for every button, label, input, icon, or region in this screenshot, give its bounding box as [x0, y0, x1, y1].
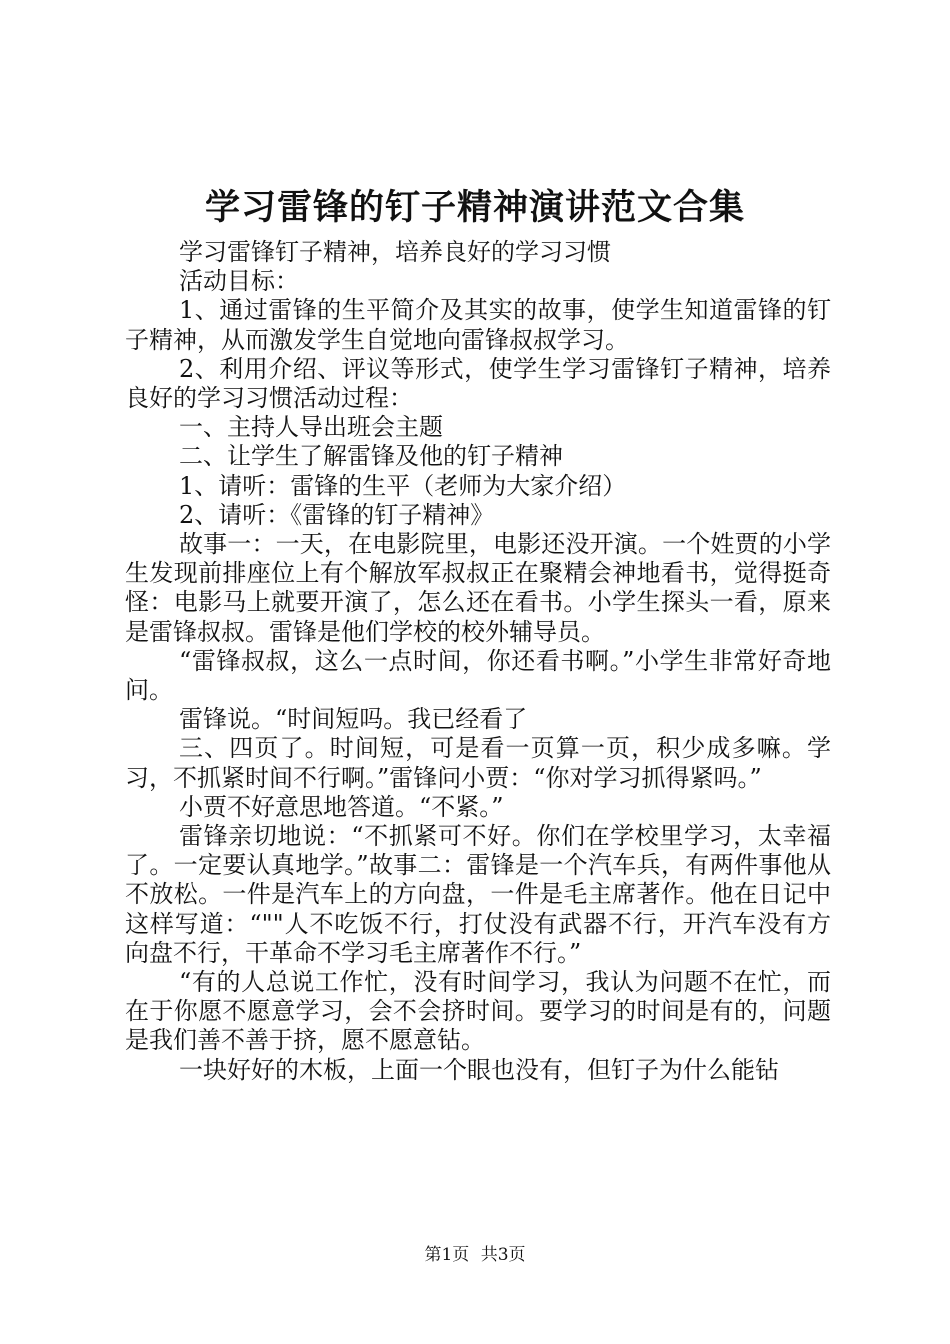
paragraph: 学习雷锋钉子精神，培养良好的学习习惯	[179, 238, 611, 266]
paragraph: 2、请听：《雷锋的钉子精神》	[179, 500, 495, 529]
paragraph: 故事一：一天，在电影院里，电影还没开演。一个姓贾的小学生发现前排座位上有个解放军叔叔正在聚精会神地看书，觉得挺奇怪：电影马上就要开演了，怎么还在看书。小学生探头一看，原来是雷锋叔叔。雷锋是他们学校的校外辅导员。	[125, 530, 831, 646]
document-title: 学习雷锋的钉子精神演讲范文合集	[204, 187, 745, 228]
paragraph: 雷锋说。“时间短吗。我已经看了	[179, 705, 528, 734]
paragraph: 2、利用介绍、评议等形式，使学生学习雷锋钉子精神，培养良好的学习习惯活动过程：	[125, 354, 831, 413]
page-number: 第1页	[424, 1245, 470, 1265]
paragraph: 活动目标：	[179, 267, 299, 296]
paragraph: “有的人总说工作忙，没有时间学习，我认为问题不在忙，而在于你愿不愿意学习，会不会挤时间。要学习的时间是有的，问题是我们善不善于挤，愿不愿意钻。	[125, 968, 831, 1055]
paragraph: “雷锋叔叔，这么一点时间，你还看书啊。”小学生非常好奇地问。	[125, 646, 831, 705]
paragraph: 雷锋亲切地说：“不抓紧可不好。你们在学校里学习，太幸福了。一定要认真地学。”故事二：雷锋是一个汽车兵，有两件事他从不放松。一件是汽车上的方向盘，一件是毛主席著作。他在日记中这样写道：“""人不吃饭不行，打仗没有武器不行，开汽车没有方向盘不行，干革命不学习毛主席著作不行。”	[125, 822, 831, 967]
paragraph: 1、通过雷锋的生平简介及其实的故事，使学生知道雷锋的钉子精神，从而激发学生自觉地向雷锋叔叔学习。	[125, 296, 831, 354]
paragraph: 小贾不好意思地答道。“不紧。”	[179, 792, 504, 821]
paragraph: 一块好好的木板，上面一个眼也没有，但钉子为什么能钻	[179, 1055, 779, 1084]
paragraph: 一、主持人导出班会主题	[179, 413, 443, 442]
document-body	[125, 238, 831, 1085]
paragraph: 三、四页了。时间短，可是看一页算一页，积少成多嘛。学习，不抓紧时间不行啊。”雷锋问小贾：“你对学习抓得紧吗。”	[125, 734, 831, 792]
page-total: 共3页	[480, 1245, 526, 1265]
paragraph: 二、让学生了解雷锋及他的钉子精神	[179, 442, 563, 471]
paragraph: 1、请听：雷锋的生平（老师为大家介绍）	[179, 471, 627, 500]
page-footer	[0, 1244, 950, 1266]
